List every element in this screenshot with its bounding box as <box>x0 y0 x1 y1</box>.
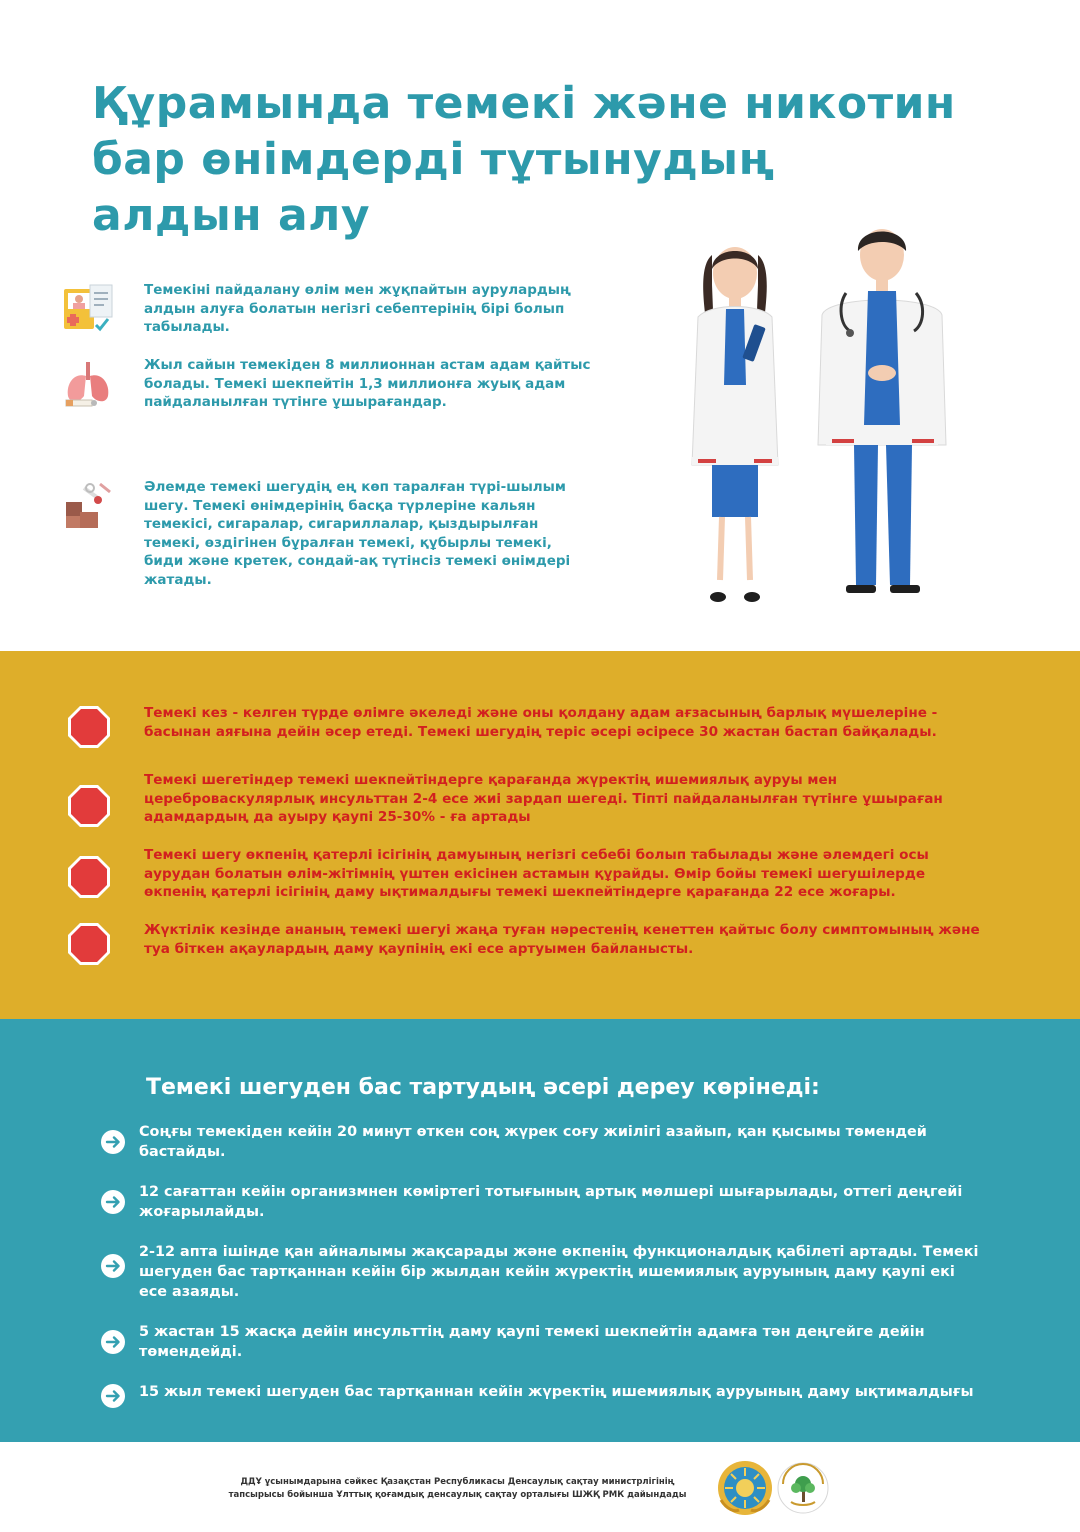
benefit-text: 15 жыл темекі шегуден бас тартқаннан кейін жүректің ишемиялық ауруының даму ықтималдығы <box>139 1384 974 1400</box>
female-doctor <box>692 247 778 602</box>
title-line-3: алдын алу <box>92 190 371 241</box>
stop-sign-icon <box>66 854 112 900</box>
risk-text: Темекі шегетіндер темекі шекпейтіндерге қарағанда жүректің ишемиялық ауруы мен цереброваскулярлық инсульттан 2-4 есе жиі зардап шегеді. Тіпті пайдаланылған түтінге ұшыраған адамдардың да ауыру қаупі 25-30% - ға артады <box>144 772 943 825</box>
stop-sign-icon <box>66 783 112 829</box>
footer-line-2: тапсырысы бойынша Ұлттық қоғамдық денсаулық сақтау орталығы ШЖҚ РМК дайындады <box>228 1490 687 1500</box>
arrow-right-icon <box>100 1129 126 1155</box>
benefit-text: Соңғы темекіден кейін 20 минут өткен соң жүрек соғу жиілігі азайып, қан қысымы төмендей бастайды. <box>139 1124 927 1160</box>
kazakhstan-emblem-icon <box>717 1460 773 1516</box>
arrow-right-icon <box>100 1189 126 1215</box>
fact-text: Әлемде темекі шегудің ең көп таралған түрі-шылым шегу. Темекі өнімдерінің басқа түрлеріне кальян темекісі, сигаралар, сигариллалар, қыздырылған темекі, өздігінен бұралған темекі, құбырлы темекі, биди және кретек, сондай-ақ түтінсіз темекі өнімдері жатады. <box>144 479 571 588</box>
footer-credits <box>200 1476 715 1502</box>
risk-text: Темекі кез - келген түрде өлімге әкеледі және оны қолдану адам ағзасының барлық мүшелеріне - басынан аяғына дейін әсер етеді. Темекі шегудің теріс әсері әсіресе 30 жастан бастап байқалады. <box>144 705 938 740</box>
risk-text: Жүктілік кезінде ананың темекі шегуі жаңа туған нәрестенің кенеттен қайтыс болу симптомының және туа біткен ақаулардың даму қаупінің екі есе артуымен байланысты. <box>144 922 980 957</box>
lungs-cigarette-icon <box>60 356 116 412</box>
stop-sign-icon <box>66 921 112 967</box>
arrow-right-icon <box>100 1383 126 1409</box>
risk-text: Темекі шегу өкпенің қатерлі ісігінің дамуының негізгі себебі болып табылады және әлемдегі осы аурудан болатын өлім-жітімнің үштен екісінен астамын құрайды. Өмір бойы темекі шегушілерде өкпенің қатерлі ісігінің даму ықтималдығы темекі шекпейтіндерге қарағанда 22 есе жоғары. <box>144 847 929 900</box>
medical-report-icon <box>60 281 116 337</box>
benefits-title: Темекі шегуден бас тартудың әсері дереу көрінеді: <box>146 1075 820 1100</box>
arrow-right-icon <box>100 1329 126 1355</box>
male-doctor <box>818 229 946 593</box>
fact-text: Жыл сайын темекіден 8 миллионнан астам адам қайтыс болады. Темекі шекпейтін 1,3 миллионға жуық адам пайдаланылған түтінге ұшырағандар. <box>144 357 591 410</box>
public-health-center-logo <box>777 1462 829 1514</box>
arrow-right-icon <box>100 1253 126 1279</box>
title-line-1: Құрамында темекі және никотин <box>92 78 956 129</box>
tobacco-products-icon <box>60 478 116 534</box>
title-line-2: бар өнімдерді тұтынудың <box>92 134 775 185</box>
benefit-text: 12 сағаттан кейін организмнен көміртегі тотығының артық мөлшері шығарылады, оттегі деңгейі жоғарылайды. <box>139 1184 963 1220</box>
footer-line-1: ДДҰ ұсынымдарына сәйкес Қазақстан Республикасы Денсаулық сақтау министрлігінің <box>240 1477 675 1487</box>
doctors-illustration <box>650 225 960 610</box>
stop-sign-icon <box>66 704 112 750</box>
benefit-text: 2-12 апта ішінде қан айналымы жақсарады және өкпенің функционалдық қабілеті артады. Темекі шегуден бас тартқаннан кейін бір жылдан кейін жүректің ишемиялық ауруының даму қаупі екі есе азаяды. <box>139 1244 979 1300</box>
benefit-text: 5 жастан 15 жасқа дейін инсульттің даму қаупі темекі шекпейтін адамға тән деңгейге дейін төмендейді. <box>139 1324 925 1360</box>
fact-text: Темекіні пайдалану өлім мен жұқпайтын аурулардың алдын алуға болатын негізгі себептерінің бірі болып табылады. <box>144 282 571 335</box>
page-title <box>92 76 992 244</box>
